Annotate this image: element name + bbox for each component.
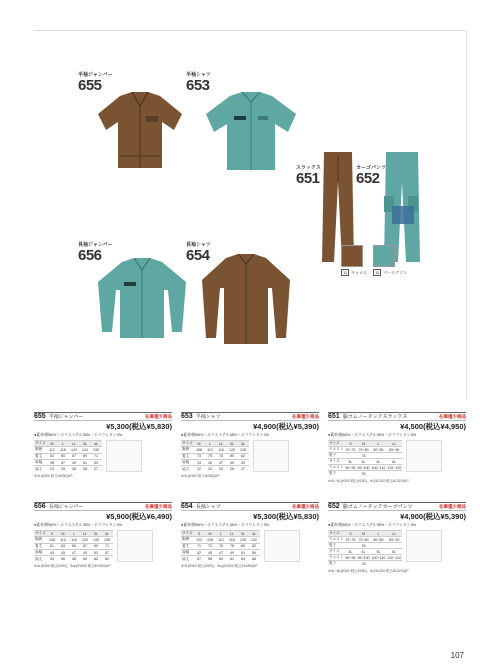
swatch-pale-green <box>373 245 395 267</box>
size-cell: 78 <box>356 561 370 567</box>
size-cell: 58 <box>205 556 216 562</box>
size-cell: 110~120 <box>387 555 402 560</box>
spec-block-656 <box>34 502 172 569</box>
size-row <box>34 466 102 472</box>
size-cell: 胸囲 <box>181 447 194 453</box>
size-cell: 袖丈 <box>34 556 47 562</box>
size-table <box>181 530 260 562</box>
spec-material: ●素材/綿65%・ポリエステル35%・ポリウレタン3% <box>328 523 417 527</box>
line-drawing <box>264 530 300 562</box>
size-cell: 120 <box>69 447 80 453</box>
spec-price: ¥5,900(税込¥6,490) <box>106 512 172 521</box>
size-cell: ウエスト <box>329 465 344 469</box>
label-651 <box>296 165 321 187</box>
label-654-type: 長袖シャツ <box>186 242 211 248</box>
size-cell: 116 <box>58 447 69 453</box>
stock-badge: 在庫僅少商品 <box>292 503 319 509</box>
size-table <box>34 530 113 562</box>
size-cell: 120 <box>80 537 91 543</box>
spec-body <box>34 440 172 472</box>
size-cell: 25 <box>58 466 69 472</box>
size-cell: 5L <box>371 549 387 555</box>
size-cell: 3L <box>80 441 91 447</box>
spec-name: 長袖ジャンパー <box>48 504 84 510</box>
size-cell: 71 <box>194 543 205 549</box>
spec-price: ¥4,900(税込¥5,390) <box>253 422 319 431</box>
size-cell: 112 <box>216 537 227 543</box>
label-655-type: 半袖ジャンパー <box>78 72 113 78</box>
spec-code: 656 <box>34 503 46 510</box>
size-cell: サイズ <box>328 549 344 555</box>
size-cell: 66 <box>249 556 260 562</box>
size-cell: 85~90 <box>386 447 402 453</box>
size-cell: 78 <box>356 471 370 477</box>
size-cell: 49 <box>227 549 238 555</box>
size-cell: 4L <box>356 549 370 555</box>
size-cell: 47 <box>58 459 69 465</box>
spec-header <box>181 502 319 511</box>
swatch-camel-code: 11 <box>343 270 348 275</box>
swatch-pale-green-name: ペールグリン <box>383 270 408 275</box>
size-cell: 26 <box>69 466 80 472</box>
size-cell: S <box>194 531 205 537</box>
line-drawing <box>253 440 289 472</box>
size-cell <box>386 561 402 567</box>
size-cell: 60 <box>216 556 227 562</box>
swatch-pale-green-code: 15 <box>375 270 380 275</box>
size-cell: サイズ <box>182 531 193 536</box>
size-cell: 49 <box>80 549 91 555</box>
size-cell: 73 <box>205 543 216 549</box>
size-table <box>34 440 102 472</box>
size-cell: 130 <box>91 537 102 543</box>
spec-price: ¥5,300(税込¥5,830) <box>253 512 319 521</box>
size-cell: 112 <box>58 537 69 543</box>
size-cell: 24 <box>205 466 216 472</box>
right-rule <box>466 30 467 400</box>
size-cell: 62 <box>91 556 102 562</box>
size-cell: 51 <box>80 459 91 465</box>
size-cell: 112 <box>47 447 58 453</box>
shirt-653-image <box>204 92 298 172</box>
spec-header <box>328 412 466 421</box>
size-cell: 65 <box>58 453 69 459</box>
spec-body <box>328 530 466 567</box>
spec-block-654 <box>181 502 319 569</box>
size-cell: 袖丈 <box>34 466 47 472</box>
line-drawing <box>406 530 442 562</box>
size-cell: 着丈 <box>34 453 47 459</box>
size-cell <box>371 561 387 567</box>
swatch-pale-green-caption <box>373 270 407 276</box>
size-cell <box>371 471 387 477</box>
spec-block-652 <box>328 502 466 574</box>
spec-note: ※4L~6L(¥300 税込¥330)、6L(¥1200 税込¥1320)UP <box>328 478 409 483</box>
size-cell: 4L <box>91 441 102 447</box>
size-cell: 股下 <box>328 453 344 459</box>
size-cell: M <box>194 441 205 447</box>
spec-material: ●素材/綿65%・ポリエステル35%・ポリウレタン3% <box>34 523 123 527</box>
size-cell: 116 <box>227 537 238 543</box>
size-cell: 80~85 <box>371 537 387 543</box>
size-cell: M <box>205 531 216 537</box>
size-cell: 64 <box>238 556 249 562</box>
size-cell: 63 <box>47 453 58 459</box>
line-drawing <box>117 530 153 562</box>
size-cell: 胸囲 <box>34 537 47 543</box>
size-cell: 82 <box>238 453 249 459</box>
size-cell: 100~110 <box>371 555 386 560</box>
size-cell: 3L <box>238 531 249 537</box>
spec-body <box>181 440 319 472</box>
size-cell: 132 <box>249 537 260 543</box>
stock-badge: 在庫僅少商品 <box>145 413 172 419</box>
size-cell: 85~90 <box>386 537 402 543</box>
size-cell: L <box>216 531 227 537</box>
size-cell: 100~110 <box>371 465 386 470</box>
size-cell: 22 <box>194 466 205 472</box>
size-cell: 胸囲 <box>34 447 47 453</box>
size-cell: 70~75 <box>345 537 356 542</box>
size-cell: 股下 <box>328 543 344 549</box>
spec-name: 脇ゴムノータックカーゴパンツ <box>342 504 413 510</box>
label-655-number: 655 <box>78 77 102 94</box>
spec-price: ¥4,500(税込¥4,950) <box>400 422 466 431</box>
size-cell: 67 <box>69 453 80 459</box>
spec-name: 半袖ジャンパー <box>48 414 84 420</box>
size-cell: 45 <box>205 549 216 555</box>
size-cell: L <box>58 441 69 447</box>
size-cell: 47 <box>69 549 80 555</box>
size-cell <box>344 471 356 477</box>
size-table <box>328 530 402 567</box>
label-656-number: 656 <box>78 247 102 264</box>
size-cell: 116 <box>216 447 227 453</box>
size-cell: ウエスト <box>329 447 344 451</box>
size-cell: 51 <box>238 549 249 555</box>
size-cell: 90~95 <box>345 465 356 470</box>
size-cell: 80~85 <box>371 447 387 453</box>
size-cell: 6L <box>386 549 402 555</box>
size-cell: 着丈 <box>34 543 47 549</box>
size-cell <box>386 471 402 477</box>
size-cell: 82 <box>249 543 260 549</box>
label-655 <box>78 72 113 94</box>
size-cell: S <box>344 441 356 447</box>
size-cell: 70~75 <box>345 447 356 452</box>
size-cell: 116 <box>69 537 80 543</box>
size-cell: 71 <box>91 453 102 459</box>
size-cell: 126 <box>238 447 249 453</box>
spec-header <box>34 502 172 511</box>
size-row <box>34 556 113 562</box>
size-cell: 61 <box>227 556 238 562</box>
size-cell: 75 <box>216 543 227 549</box>
spec-block-651 <box>328 412 466 484</box>
swatch-camel <box>341 245 363 267</box>
size-cell: 108 <box>47 537 58 543</box>
label-651-number: 651 <box>296 170 320 187</box>
size-cell: 124 <box>80 447 91 453</box>
size-cell: 56 <box>58 556 69 562</box>
size-cell: 58 <box>69 556 80 562</box>
size-cell: 43 <box>194 459 205 465</box>
spec-name: 長袖シャツ <box>195 504 221 510</box>
size-cell: 47 <box>216 549 227 555</box>
size-cell: 69 <box>80 453 91 459</box>
size-cell: 26 <box>227 466 238 472</box>
size-cell: 3L <box>227 441 238 447</box>
size-cell: 53 <box>91 549 102 555</box>
size-table <box>181 440 249 472</box>
spec-note: ※4L~6L(¥300 税込¥330)、6L(¥1200 税込¥1320)UP <box>328 568 409 573</box>
stock-badge: 在庫僅少商品 <box>145 503 172 509</box>
size-cell: 袖丈 <box>181 556 194 562</box>
top-rule <box>34 30 466 31</box>
spec-name: 半袖シャツ <box>195 414 221 420</box>
size-cell: 102 <box>194 537 205 543</box>
size-cell: L <box>69 531 80 537</box>
size-cell: 71 <box>102 543 113 549</box>
size-cell: S <box>344 531 356 537</box>
jacket-655-image <box>96 92 184 170</box>
size-cell: 股下 <box>328 471 344 477</box>
spec-header <box>34 412 172 421</box>
size-cell: 95~100 <box>357 555 370 560</box>
size-cell: 75~80 <box>358 537 369 542</box>
spec-header <box>181 412 319 421</box>
size-cell: M <box>47 441 58 447</box>
spec-note: ※4L(¥300 相当/¥330)UP <box>181 474 220 478</box>
size-cell: サイズ <box>35 531 46 536</box>
size-cell: 90~95 <box>345 555 356 560</box>
size-cell: 27 <box>91 466 102 472</box>
size-cell: 4L <box>238 441 249 447</box>
size-cell: 75 <box>205 453 216 459</box>
size-cell: 45 <box>58 549 69 555</box>
size-cell: 3L <box>344 549 356 555</box>
size-cell: 54 <box>47 556 58 562</box>
spec-body <box>34 530 172 562</box>
swatch-camel-caption <box>341 270 367 276</box>
size-cell: 80 <box>227 453 238 459</box>
spec-material: ●素材/綿65%・ポリエステル35%・ポリウレタン3% <box>181 433 270 437</box>
size-cell: 4L <box>249 531 260 537</box>
spec-material: ●素材/綿65%・ポリエステル35%・ポリウレタン3% <box>181 523 270 527</box>
size-cell: 49 <box>227 459 238 465</box>
spec-price: ¥4,900(税込¥5,390) <box>400 512 466 521</box>
size-cell: LL <box>386 441 402 447</box>
size-cell: 43 <box>47 549 58 555</box>
size-cell: 45 <box>205 459 216 465</box>
size-cell: サイズ <box>328 459 344 465</box>
size-cell: 78 <box>216 453 227 459</box>
size-cell: 26 <box>80 466 91 472</box>
size-cell: 57 <box>194 556 205 562</box>
size-cell: 肩幅 <box>34 549 47 555</box>
size-cell: 112 <box>205 447 216 453</box>
size-cell: 4L <box>102 531 113 537</box>
size-cell: サイズ <box>328 531 344 537</box>
size-cell: 24 <box>47 466 58 472</box>
spec-area <box>34 412 466 622</box>
size-cell: 着丈 <box>181 453 194 459</box>
size-cell: LL <box>80 531 91 537</box>
size-cell: 67 <box>80 543 91 549</box>
size-cell: ウエスト <box>329 537 344 541</box>
size-cell: LL <box>386 531 402 537</box>
spec-name: 脇ゴムノータックスラックス <box>342 414 408 420</box>
size-cell: 5L <box>371 459 387 465</box>
spec-body <box>181 530 319 562</box>
spec-code: 655 <box>34 413 46 420</box>
label-653 <box>186 72 211 94</box>
size-cell: 胸囲 <box>181 537 194 543</box>
size-cell: 65 <box>69 543 80 549</box>
label-656-type: 長袖ジャンパー <box>78 242 113 248</box>
size-cell: 4L <box>356 459 370 465</box>
stock-badge: 在庫僅少商品 <box>439 503 466 509</box>
spec-block-655 <box>34 412 172 479</box>
size-row <box>328 471 402 477</box>
size-cell: 120 <box>227 447 238 453</box>
spec-code: 652 <box>328 503 340 510</box>
size-cell: 25 <box>216 466 227 472</box>
size-cell: 108 <box>194 447 205 453</box>
size-cell: L <box>371 441 387 447</box>
size-cell: サイズ <box>35 441 46 446</box>
size-cell: 股下 <box>328 561 344 567</box>
size-cell: 69 <box>91 543 102 549</box>
size-table <box>328 440 402 477</box>
line-drawing <box>406 440 442 472</box>
size-cell: 49 <box>69 459 80 465</box>
size-cell: 袖丈 <box>181 466 194 472</box>
swatch-camel-name: キャメル <box>351 270 368 275</box>
size-cell: 78 <box>356 543 370 549</box>
size-cell: 肩幅 <box>181 459 194 465</box>
size-cell: 3L <box>91 531 102 537</box>
spec-code: 651 <box>328 413 340 420</box>
size-cell: LL <box>69 441 80 447</box>
label-652-type: カーゴパンツ <box>356 165 387 171</box>
line-drawing <box>106 440 142 472</box>
page-number: 107 <box>450 651 464 660</box>
size-cell: M <box>356 531 370 537</box>
stock-badge: 在庫僅少商品 <box>292 413 319 419</box>
jacket-656-image <box>94 258 190 340</box>
spec-code: 654 <box>181 503 193 510</box>
size-cell: 3L <box>344 459 356 465</box>
size-cell: M <box>356 441 370 447</box>
size-cell: 73 <box>194 453 205 459</box>
size-cell: 着丈 <box>181 543 194 549</box>
size-cell: 47 <box>216 459 227 465</box>
size-cell: 75~80 <box>358 447 369 452</box>
size-cell: 肩幅 <box>181 549 194 555</box>
size-cell: 肩幅 <box>34 459 47 465</box>
spec-note: ※4L(¥300 税込¥330)、5up(¥1500 税込¥1650)UP <box>181 564 258 568</box>
size-cell: 61 <box>47 543 58 549</box>
size-cell: 78 <box>356 453 370 459</box>
size-cell: LL <box>227 531 238 537</box>
spec-block-653 <box>181 412 319 479</box>
size-cell: 63 <box>58 543 69 549</box>
size-cell: LL <box>216 441 227 447</box>
label-653-type: 半袖シャツ <box>186 72 211 78</box>
label-653-number: 653 <box>186 77 210 94</box>
spec-material: ●素材/綿65%・ポリエステル35%・ポリウレタン3% <box>328 433 417 437</box>
spec-header <box>328 502 466 511</box>
size-cell: L <box>205 441 216 447</box>
size-cell: 6L <box>386 459 402 465</box>
spec-note: ※4L(¥300 税込¥330)、5up(¥1500 税込¥1650)UP <box>34 564 111 568</box>
label-651-type: スラックス <box>296 165 321 171</box>
size-cell: 60 <box>80 556 91 562</box>
size-cell: S <box>47 531 58 537</box>
size-cell: 130 <box>91 447 102 453</box>
size-cell: サイズ <box>328 441 344 447</box>
label-652-number: 652 <box>356 170 380 187</box>
size-cell: 62 <box>102 556 113 562</box>
size-cell <box>344 561 356 567</box>
size-cell: L <box>371 531 387 537</box>
size-cell: サイズ <box>182 441 193 446</box>
size-cell: 108 <box>205 537 216 543</box>
size-cell: 80 <box>238 543 249 549</box>
size-row <box>181 556 260 562</box>
size-cell: 42 <box>194 549 205 555</box>
spec-note: ※4L(¥300 相当/¥330)UP <box>34 474 73 478</box>
label-654-number: 654 <box>186 247 210 264</box>
size-cell: M <box>58 531 69 537</box>
size-cell: 55 <box>249 549 260 555</box>
size-cell: 110~120 <box>387 465 402 470</box>
size-cell: 27 <box>238 466 249 472</box>
size-cell: 53 <box>238 459 249 465</box>
size-cell: 126 <box>238 537 249 543</box>
spec-material: ●素材/綿65%・ポリエステル35%・ポリウレタン3% <box>34 433 123 437</box>
size-row <box>181 466 249 472</box>
spec-price: ¥5,300(税込¥5,830) <box>106 422 172 431</box>
spec-code: 653 <box>181 413 193 420</box>
size-row <box>328 561 402 567</box>
shirt-654-image <box>196 254 296 346</box>
size-cell: 78 <box>227 543 238 549</box>
size-cell: 95~100 <box>357 465 370 470</box>
stock-badge: 在庫僅少商品 <box>439 413 466 419</box>
size-cell: 57 <box>102 549 113 555</box>
size-cell: 53 <box>91 459 102 465</box>
size-cell: 45 <box>47 459 58 465</box>
size-cell: ウエスト <box>329 555 344 559</box>
spec-body <box>328 440 466 477</box>
size-cell: 138 <box>102 537 113 543</box>
